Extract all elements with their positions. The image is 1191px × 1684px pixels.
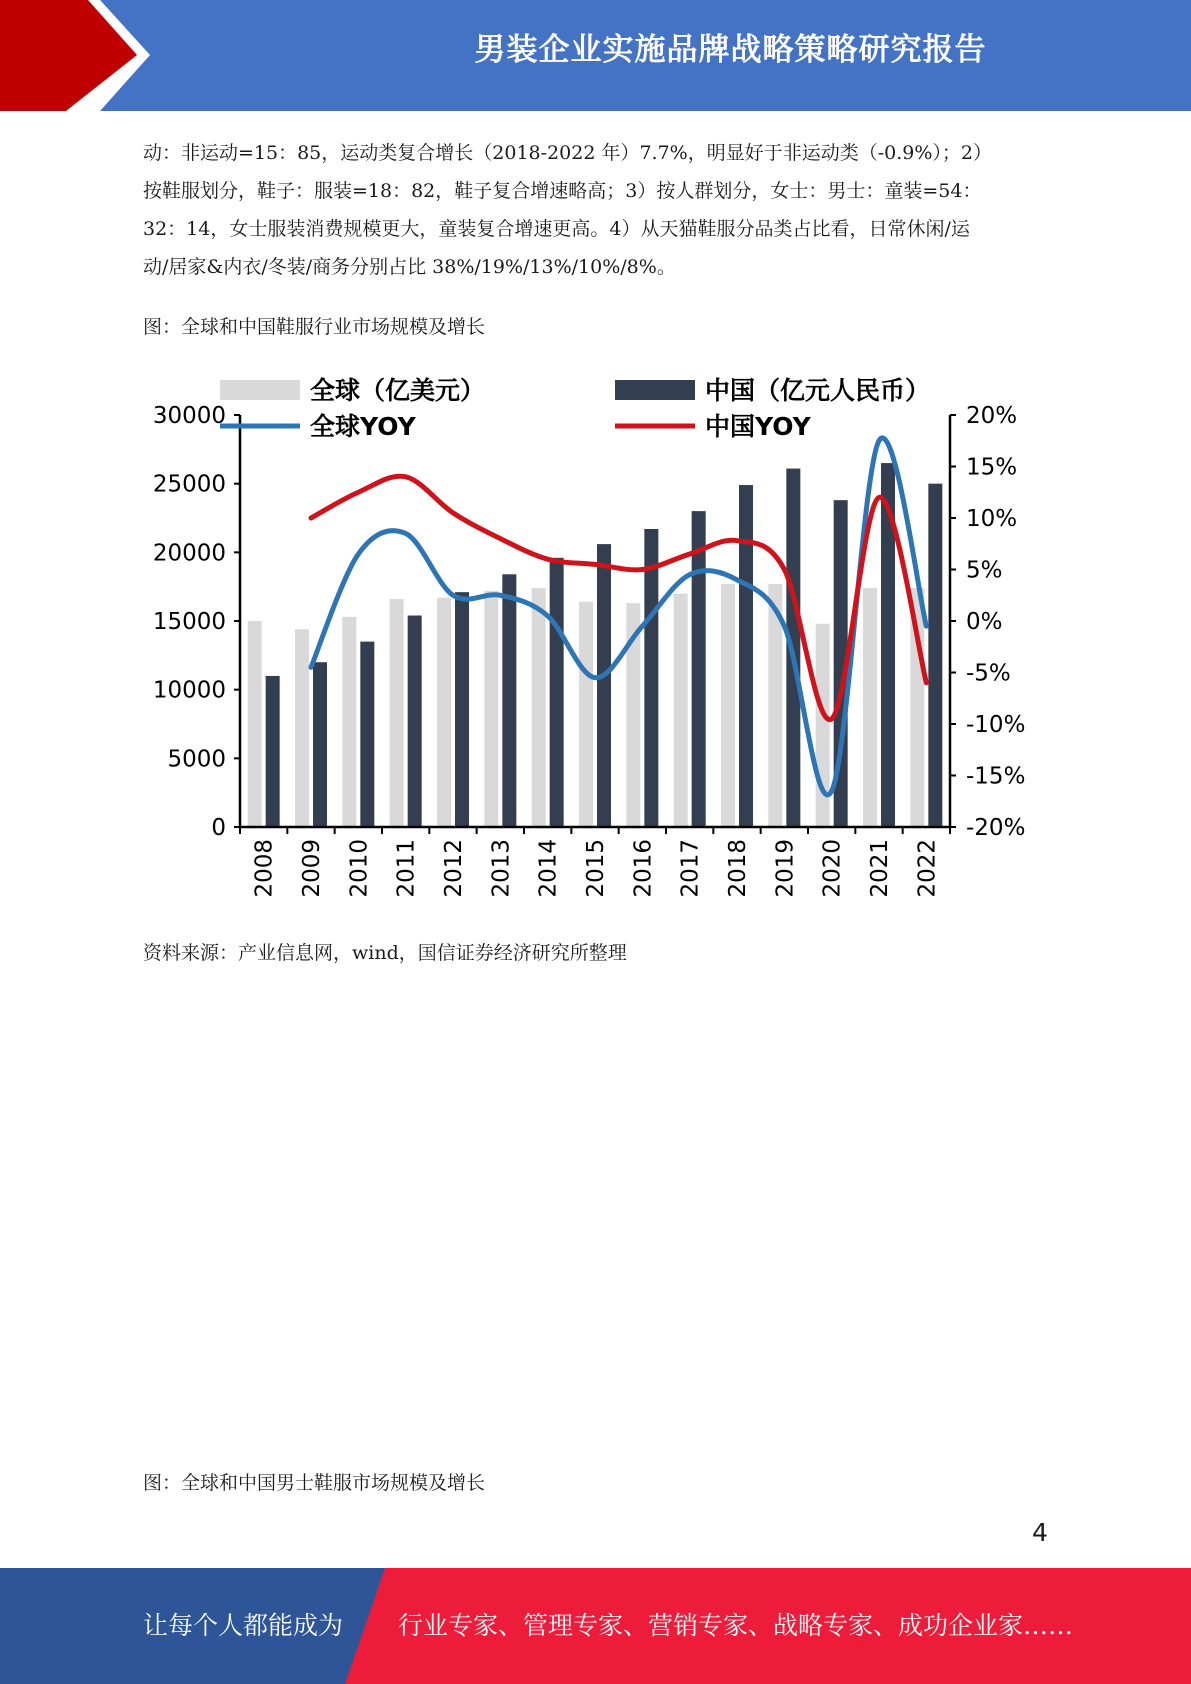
x-tick-label-2020: 2020 — [819, 839, 846, 898]
left-tick-label: 25000 — [152, 471, 226, 498]
bar-china-2018 — [739, 485, 753, 827]
page-header — [0, 0, 1191, 111]
left-tick-label: 30000 — [152, 403, 226, 429]
figure-caption: 图：全球和中国鞋服行业市场规模及增长 — [143, 316, 486, 338]
right-tick-label: 20% — [966, 403, 1018, 429]
x-tick-label-2016: 2016 — [630, 839, 657, 898]
bar-global-2012 — [437, 598, 451, 827]
bar-china-2017 — [692, 511, 706, 827]
right-tick-label: 5% — [966, 557, 1003, 584]
x-tick-label-2018: 2018 — [725, 839, 751, 898]
right-tick-label: -10% — [966, 712, 1026, 738]
bar-global-2017 — [674, 594, 688, 827]
x-tick-label-2014: 2014 — [535, 839, 562, 898]
x-tick-label-2011: 2011 — [393, 839, 420, 898]
right-tick-label: 10% — [966, 506, 1018, 532]
bar-global-2009 — [295, 629, 309, 827]
x-tick-label-2008: 2008 — [251, 839, 278, 898]
bar-china-2011 — [408, 616, 422, 827]
footer-slogan: 让每个人都能成为 — [143, 1611, 344, 1640]
legend-swatch — [615, 380, 695, 400]
paragraph-line: 32：14，女士服装消费规模更大，童装复合增速更高。4）从天猫鞋服分品类占比看，日常休闲/运 — [143, 218, 970, 240]
bar-global-2014 — [532, 588, 546, 827]
bar-china-2022 — [928, 484, 942, 827]
x-tick-label-2009: 2009 — [299, 839, 325, 898]
header-arrow-decoration — [0, 0, 160, 111]
report-title: 男装企业实施品牌战略策略研究报告 — [474, 32, 987, 68]
x-tick-label-2013: 2013 — [488, 839, 515, 898]
paragraph-line: 动：非运动=15：85，运动类复合增长（2018-2022 年）7.7%，明显好于非运动类（-0.9%）；2） — [143, 142, 992, 164]
x-tick-label-2012: 2012 — [441, 839, 467, 898]
bar-global-2011 — [390, 599, 404, 827]
bar-global-2015 — [579, 602, 593, 827]
bar-china-2008 — [266, 676, 280, 827]
right-tick-label: 15% — [966, 454, 1018, 481]
legend-swatch — [220, 380, 300, 400]
right-tick-label: 0% — [966, 609, 1003, 635]
x-tick-label-2015: 2015 — [583, 839, 609, 898]
figure-caption-2: 图：全球和中国男士鞋服市场规模及增长 — [143, 1472, 486, 1494]
legend-label: 中国（亿元人民币） — [705, 376, 931, 405]
legend-label: 中国YOY — [705, 412, 811, 441]
bar-global-2013 — [484, 591, 498, 827]
right-tick-label: -20% — [966, 815, 1026, 841]
x-tick-label-2019: 2019 — [772, 839, 799, 898]
market-size-chart — [140, 360, 1060, 910]
right-tick-label: -5% — [966, 660, 1011, 687]
right-tick-label: -15% — [966, 763, 1026, 790]
bar-china-2009 — [313, 662, 327, 827]
left-tick-label: 0 — [211, 815, 226, 841]
body-paragraph — [143, 134, 1053, 286]
left-tick-label: 15000 — [152, 609, 226, 635]
x-tick-label-2021: 2021 — [867, 839, 893, 898]
bar-china-2013 — [502, 574, 516, 827]
paragraph-line: 动/居家&内衣/冬装/商务分别占比 38%/19%/13%/10%/8%。 — [143, 256, 676, 278]
page-footer — [0, 1568, 1191, 1684]
x-tick-label-2010: 2010 — [346, 839, 373, 898]
bar-global-2008 — [248, 621, 262, 827]
x-tick-label-2022: 2022 — [914, 839, 941, 898]
left-tick-label: 10000 — [152, 677, 226, 704]
bar-global-2018 — [721, 584, 735, 827]
legend-label: 全球YOY — [310, 412, 416, 441]
bar-china-2014 — [550, 558, 564, 827]
page-number: 4 — [1032, 1518, 1048, 1547]
left-tick-label: 20000 — [152, 540, 226, 567]
legend-label: 全球（亿美元） — [310, 376, 486, 405]
left-tick-label: 5000 — [167, 746, 226, 773]
paragraph-line: 按鞋服划分，鞋子：服装=18：82，鞋子复合增速略高；3）按人群划分，女士：男士：童装=54： — [143, 180, 982, 202]
bar-china-2010 — [360, 642, 374, 827]
bar-china-2012 — [455, 592, 469, 827]
bar-china-2015 — [597, 544, 611, 827]
bar-global-2010 — [342, 617, 356, 827]
bar-china-2016 — [644, 529, 658, 827]
bar-global-2021 — [863, 588, 877, 827]
footer-roles: 行业专家、管理专家、营销专家、战略专家、成功企业家…… — [398, 1611, 1074, 1640]
x-tick-label-2017: 2017 — [677, 839, 704, 898]
source-note: 资料来源：产业信息网，wind，国信证券经济研究所整理 — [143, 942, 627, 964]
